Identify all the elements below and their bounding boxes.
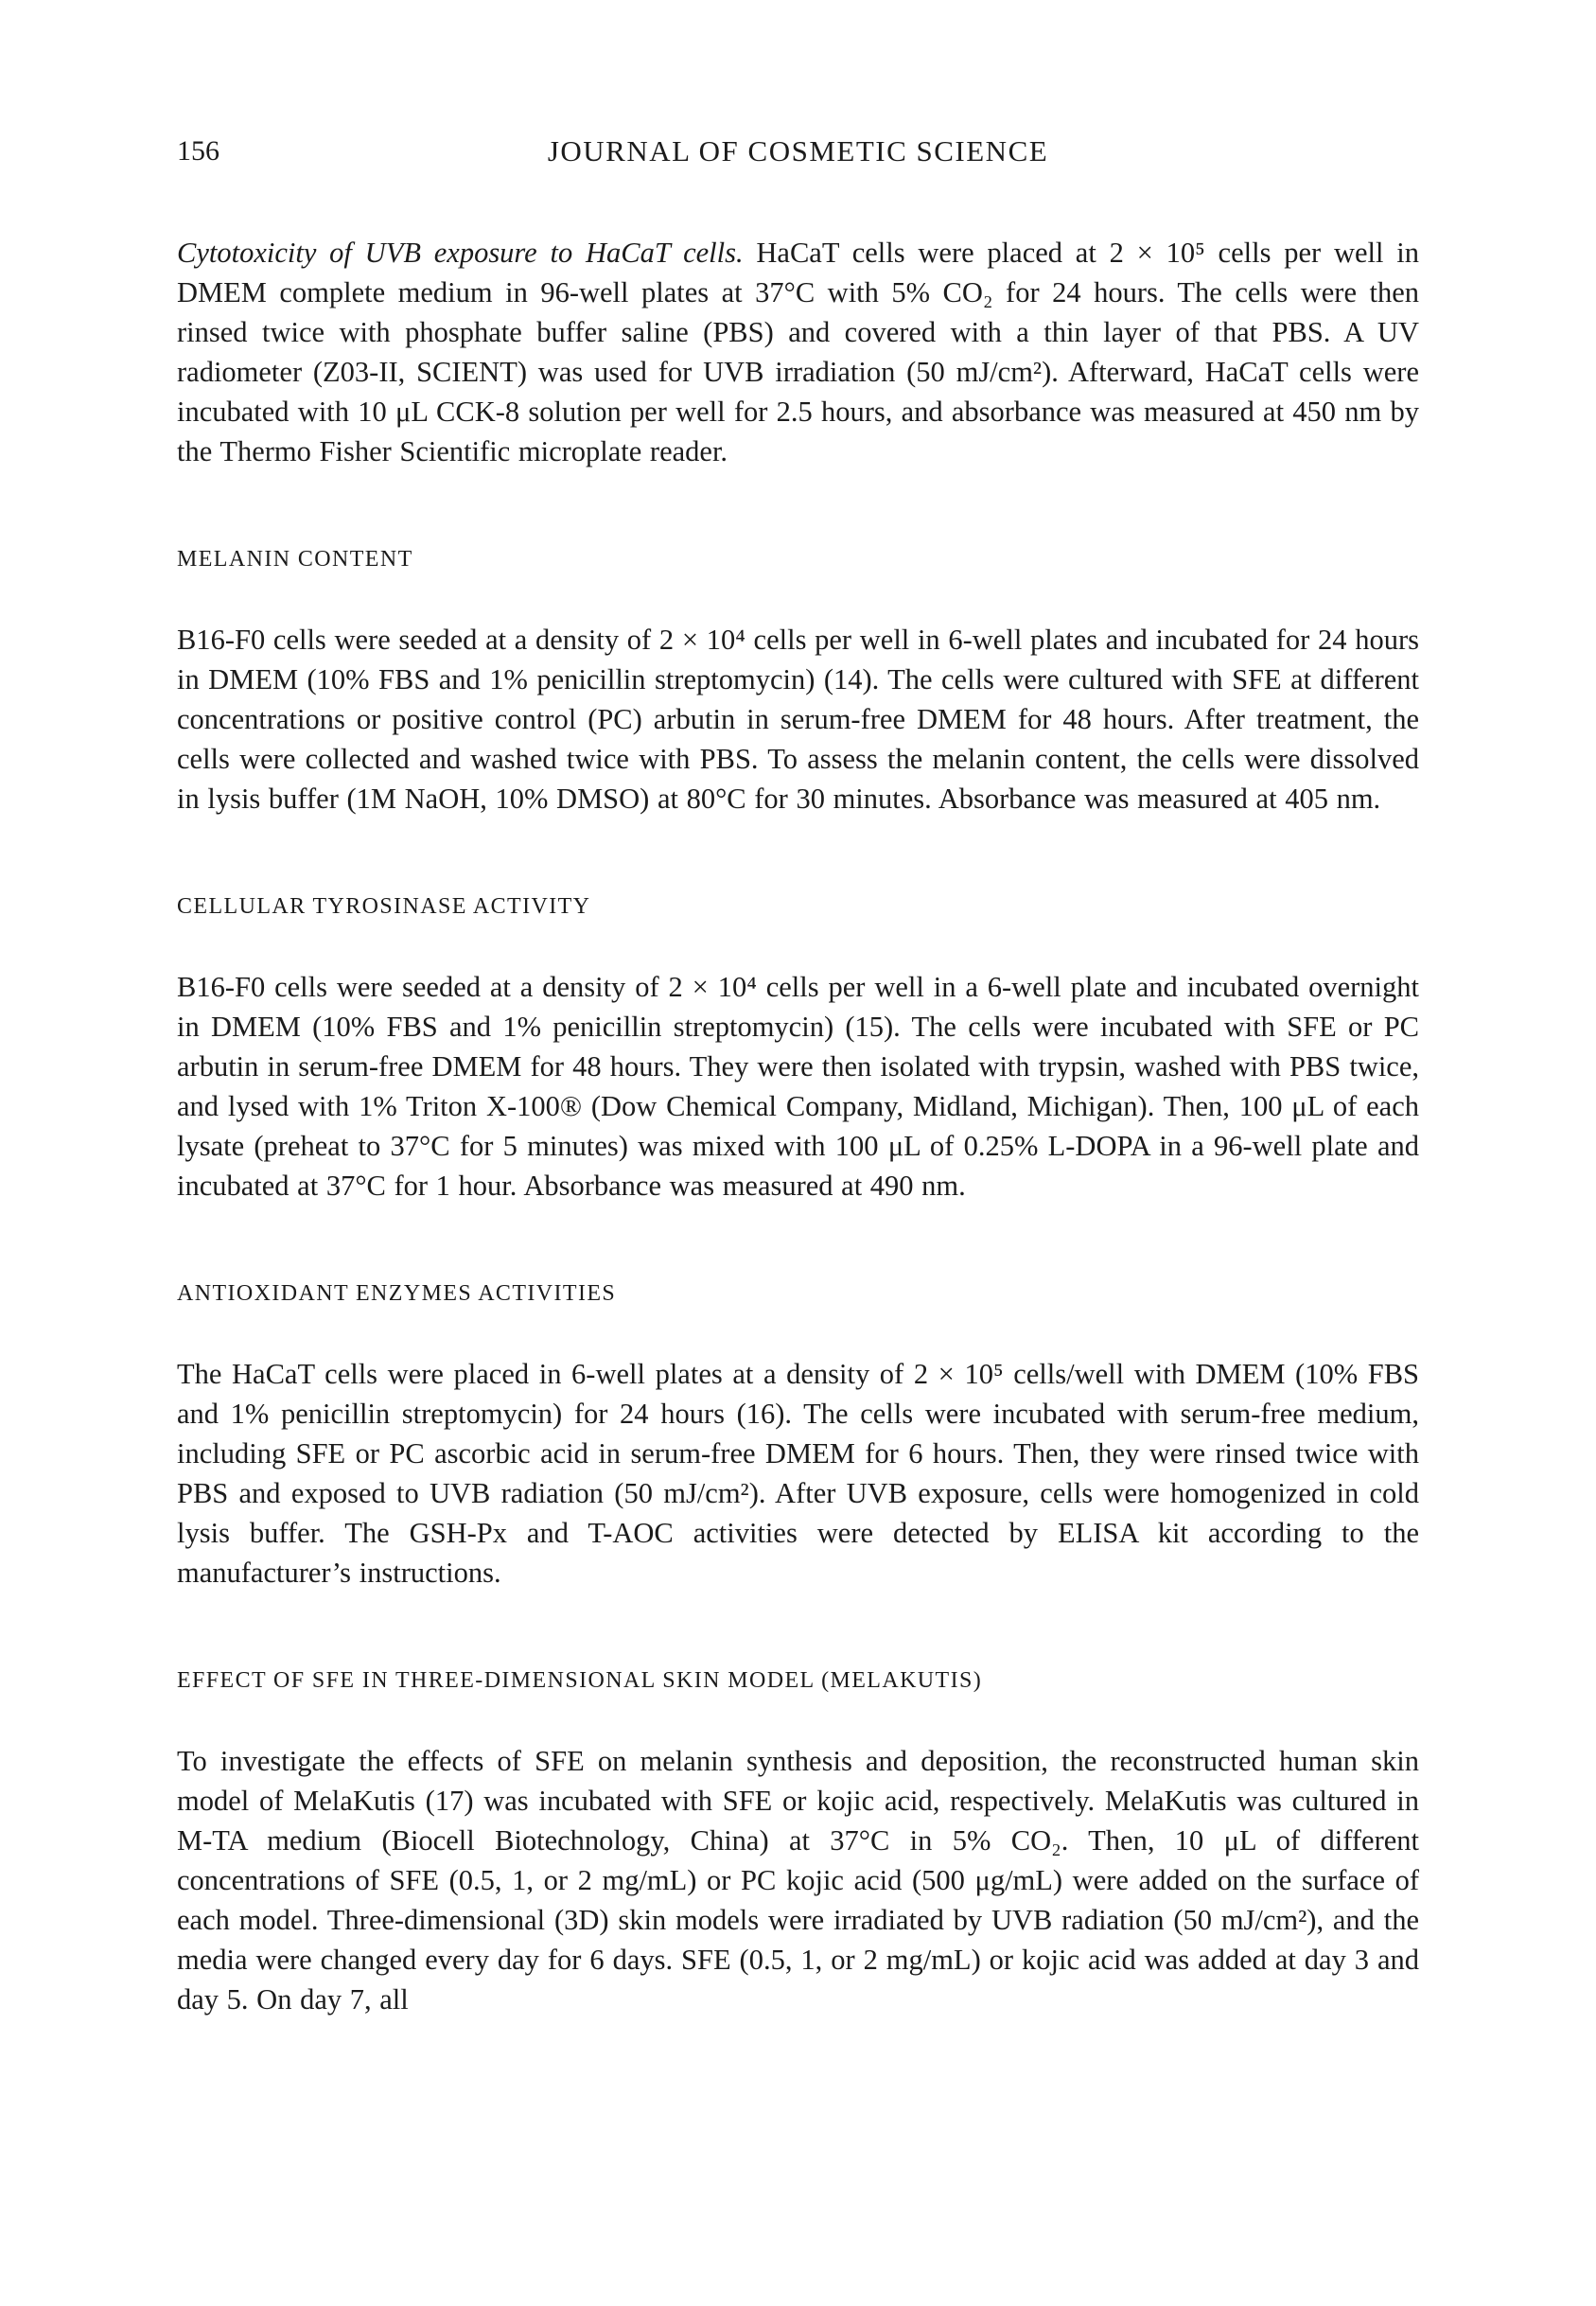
section-body-melanin-content: B16-F0 cells were seeded at a density of 2 × 10⁴ cells per well in 6-well plates and incubated for 24 hours in DMEM (10% FBS and 1% penicillin streptomycin) (14). The cells were cultured with SFE at different concentrations or positive control (PC) arbutin in serum-free DMEM for 48 hours. After treatment, the cells were collected and washed twice with PBS. To assess the melanin content, the cells were dissolved in lysis buffer (1M NaOH, 10% DMSO) at 80°C for 30 minutes. Absorbance was measured at 405 nm. [177, 624, 1419, 815]
section-body-effect-of-sfe-skin-model: To investigate the effects of SFE on melanin synthesis and deposition, the reconstructed human skin model of MelaKutis (17) was incubated with SFE or kojic acid, respectively. MelaKutis was cultured in M-TA medium (Biocell Biotechnology, China) at 37°C in 5% CO₂. Then, 10 μL of different concentrations of SFE (0.5, 1, or 2 mg/mL) or PC kojic acid (500 μg/mL) were added on the surface of each model. Three-dimensional (3D) skin models were irradiated by UVB radiation (50 mJ/cm²), and the media were changed every day for 6 days. SFE (0.5, 1, or 2 mg/mL) or kojic acid was added at day 3 and day 5. On day 7, all [177, 1745, 1419, 2016]
intro-lead-italic: Cytotoxicity of UVB exposure to HaCaT cells. [177, 237, 744, 269]
section-antioxidant-enzymes-activities [177, 1281, 1419, 1593]
page-content [177, 233, 1419, 2019]
intro-body-text: HaCaT cells were placed at 2 × 10⁵ cells per well in DMEM complete medium in 96-well plates at 37°C with 5% CO₂ for 24 hours. The cells were then rinsed twice with phosphate buffer saline (PBS) and covered with a thin layer of that PBS. A UV radiometer (Z03-II, SCIENT) was used for UVB irradiation (50 mJ/cm²). Afterward, HaCaT cells were incubated with 10 μL CCK-8 solution per well for 2.5 hours, and absorbance was measured at 450 nm by the Thermo Fisher Scientific microplate reader. [177, 237, 1419, 467]
section-heading-effect-of-sfe-skin-model: EFFECT OF SFE IN THREE-DIMENSIONAL SKIN MODEL (MELAKUTIS) [177, 1668, 983, 1693]
section-heading-antioxidant-enzymes-activities: ANTIOXIDANT ENZYMES ACTIVITIES [177, 1281, 617, 1306]
page-number: 156 [177, 135, 219, 167]
intro-paragraph [177, 233, 1419, 471]
section-effect-of-sfe-skin-model [177, 1668, 1419, 2019]
section-melanin-content [177, 547, 1419, 819]
section-heading-cellular-tyrosinase-activity: CELLULAR TYROSINASE ACTIVITY [177, 894, 591, 919]
page-header [177, 131, 1419, 172]
section-heading-melanin-content: MELANIN CONTENT [177, 547, 413, 572]
running-head-journal-title: JOURNAL OF COSMETIC SCIENCE [547, 134, 1049, 167]
section-body-antioxidant-enzymes-activities: The HaCaT cells were placed in 6-well plates at a density of 2 × 10⁵ cells/well with DMEM (10% FBS and 1% penicillin streptomycin) for 24 hours (16). The cells were incubated with serum-free medium, including SFE or PC ascorbic acid in serum-free DMEM for 6 hours. Then, they were rinsed twice with PBS and exposed to UVB radiation (50 mJ/cm²). After UVB exposure, cells were homogenized in cold lysis buffer. The GSH-Px and T-AOC activities were detected by ELISA kit according to the manufacturer’s instructions. [177, 1358, 1419, 1589]
section-cellular-tyrosinase-activity [177, 894, 1419, 1206]
section-body-cellular-tyrosinase-activity: B16-F0 cells were seeded at a density of 2 × 10⁴ cells per well in a 6-well plate and incubated overnight in DMEM (10% FBS and 1% penicillin streptomycin) (15). The cells were incubated with SFE or PC arbutin in serum-free DMEM for 48 hours. They were then isolated with trypsin, washed with PBS twice, and lysed with 1% Triton X-100® (Dow Chemical Company, Midland, Michigan). Then, 100 μL of each lysate (preheat to 37°C for 5 minutes) was mixed with 100 μL of 0.25% L-DOPA in a 96-well plate and incubated at 37°C for 1 hour. Absorbance was measured at 490 nm. [177, 971, 1419, 1202]
